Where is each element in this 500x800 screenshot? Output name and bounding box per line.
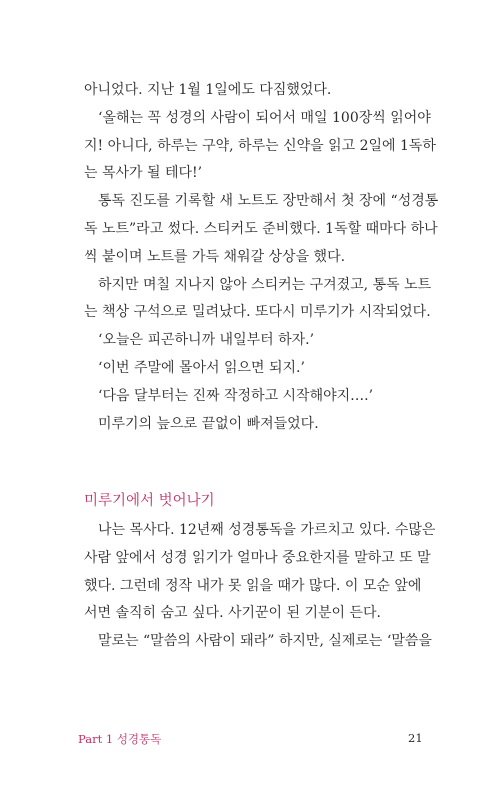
text-line: 미루기의 늪으로 끝없이 빠져들었다. [98, 415, 319, 432]
text-line: 했다. 그런데 정작 내가 못 읽을 때가 많다. 이 모순 앞에 [84, 577, 422, 594]
text-line: 는 목사가 될 테다!’ [84, 165, 203, 182]
text-line: ‘이번 주말에 몰아서 읽으면 되지.’ [98, 359, 305, 376]
text-line: 아니었다. 지난 1월 1일에도 다짐했었다. [84, 82, 332, 98]
text-line: ‘올해는 꼭 성경의 사람이 되어서 매일 100장씩 읽어야 [98, 109, 431, 126]
text-line: 독 노트”라고 썼다. 스티커도 준비했다. 1독할 때마다 하나 [84, 220, 438, 237]
footer-part-label: Part 1 성경통독 [78, 732, 162, 746]
text-line: 통독 진도를 기록할 새 노트도 장만해서 첫 장에 “성경통 [98, 193, 439, 210]
text-line: 지! 아니다, 하루는 구약, 하루는 신약을 읽고 2일에 1독하 [84, 137, 436, 154]
text-line: 는 책상 구석으로 밀려났다. 또다시 미루기가 시작되었다. [84, 304, 431, 321]
section-heading: 미루기에서 벗어나기 [84, 493, 215, 509]
text-line: 하지만 며칠 지나지 않아 스티커는 구겨졌고, 통독 노트 [98, 276, 432, 293]
text-line: 서면 솔직히 숨고 싶다. 사기꾼이 된 기분이 든다. [84, 605, 382, 622]
text-line: ‘다음 달부터는 진짜 작정하고 시작해야지….’ [98, 387, 374, 404]
text-line: ‘오늘은 피곤하니까 내일부터 하자.’ [98, 332, 315, 349]
text-line: 말로는 “말씀의 사람이 돼라” 하지만, 실제로는 ‘말씀을 [98, 633, 432, 650]
text-line: 사람 앞에서 성경 읽기가 얼마나 중요한지를 말하고 또 말 [84, 549, 431, 566]
body-text-section [84, 517, 434, 656]
text-line: 나는 목사다. 12년째 성경통독을 가르치고 있다. 수많은 [98, 522, 436, 538]
page-number: 21 [408, 731, 423, 745]
body-text-top [84, 77, 439, 438]
text-line: 씩 붙이며 노트를 가득 채워갈 상상을 했다. [84, 248, 346, 265]
